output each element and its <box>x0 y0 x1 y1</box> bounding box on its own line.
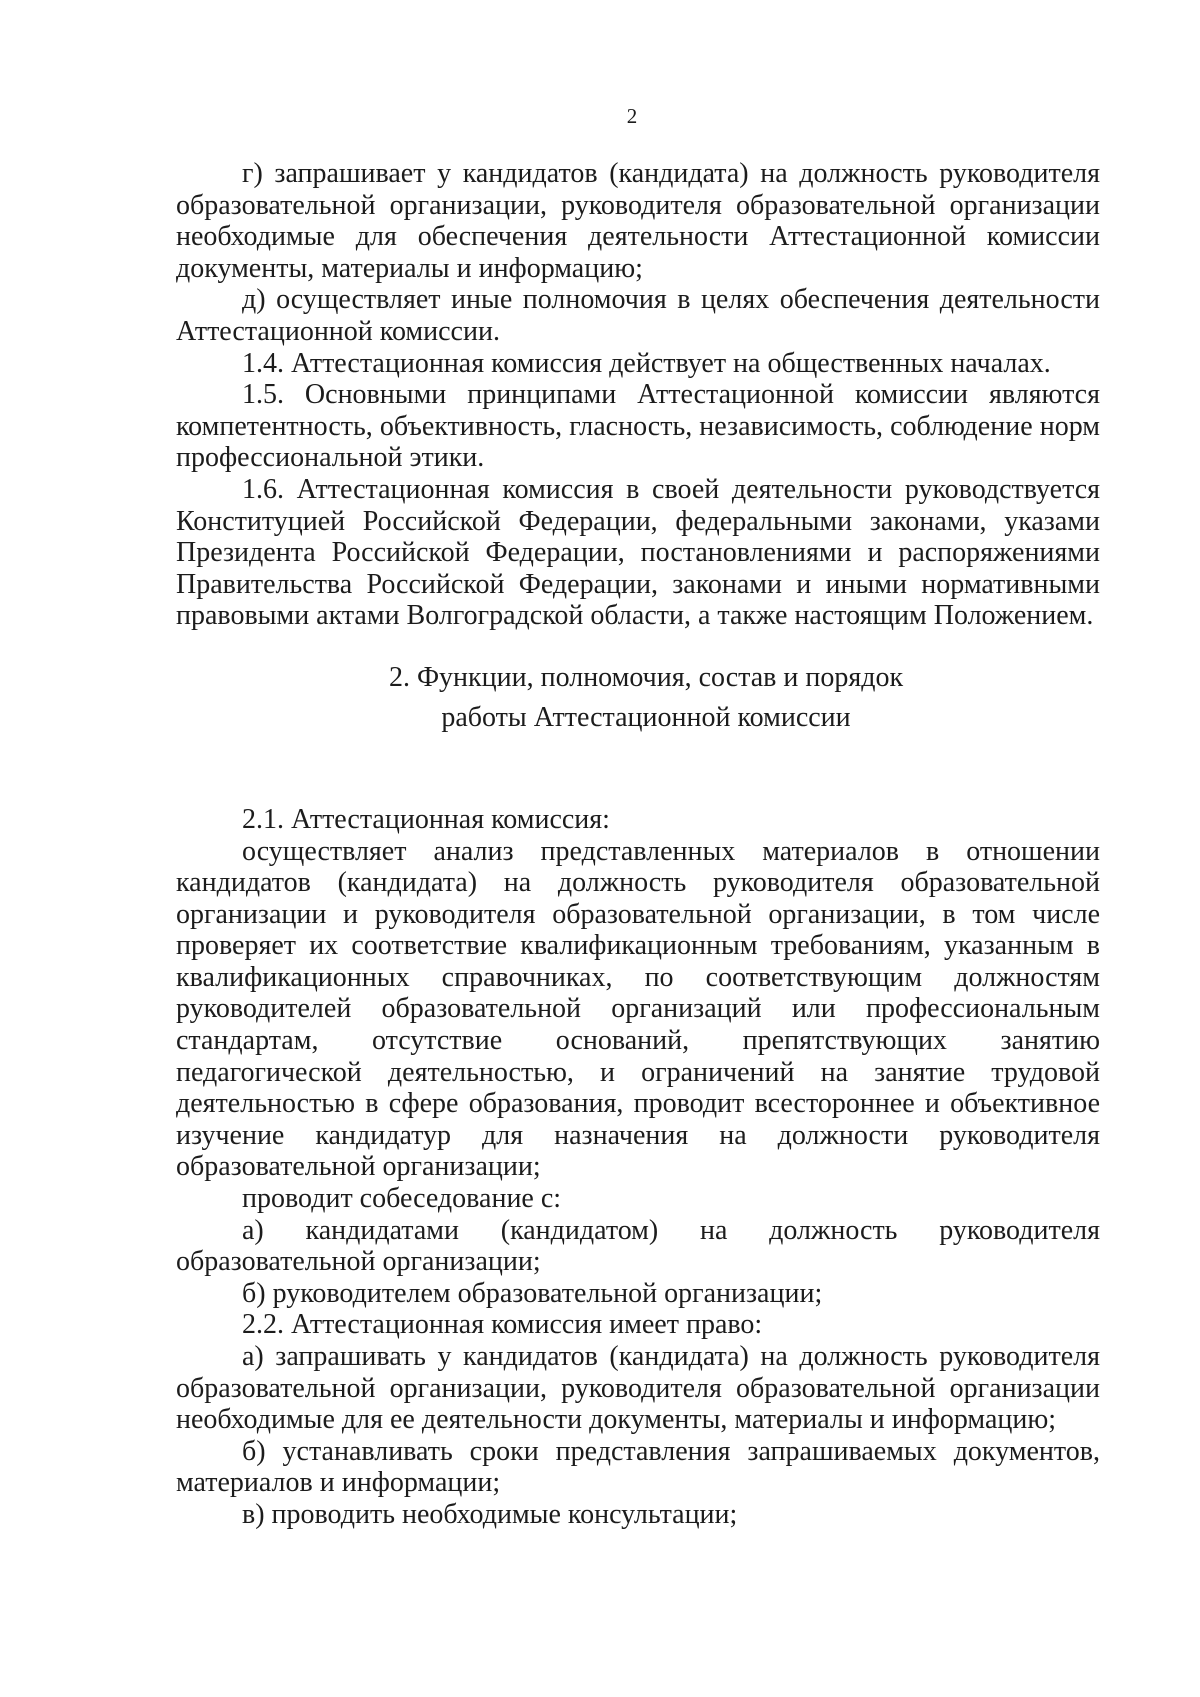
paragraph: 2.2. Аттестационная комиссия имеет право: <box>242 1309 763 1341</box>
paragraph: 1.6. Аттестационная комиссия в своей деятельности руководствуется Конституцией Российской Федерации, федеральными законами, указами Президента Российской Федерации, постановлениями и распоряжениями Правительства Российской Федерации, законами и иными нормативными правовыми актами Волгоградской области, а также настоящим Положением. <box>176 473 1100 632</box>
section-heading-line-2: работы Аттестационной комиссии <box>441 701 851 733</box>
paragraph: 1.5. Основными принципами Аттестационной комиссии являются компетентность, объективность, гласность, независимость, соблюдение норм профессиональной этики. <box>176 379 1100 474</box>
section-heading <box>176 658 1100 738</box>
paragraph: б) устанавливать сроки представления запрашиваемых документов, материалов и информации; <box>176 1435 1100 1499</box>
paragraph: 1.4. Аттестационная комиссия действует на общественных началах. <box>242 347 1051 379</box>
paragraph: б) руководителем образовательной организации; <box>242 1277 823 1309</box>
paragraph: а) запрашивать у кандидатов (кандидата) на должность руководителя образовательной организации, руководителя образовательной организации необходимые для ее деятельности документы, материалы и информацию; <box>176 1341 1100 1436</box>
paragraph: в) проводить необходимые консультации; <box>242 1498 738 1530</box>
paragraph: а) кандидатами (кандидатом) на должность руководителя образовательной организации; <box>176 1214 1100 1278</box>
paragraph: проводит собеседование с: <box>242 1183 562 1215</box>
paragraph: г) запрашивает у кандидатов (кандидата) на должность руководителя образовательной организации, руководителя образовательной организации необходимые для обеспечения деятельности Аттестационной комиссии документы, материалы и информацию; <box>176 158 1100 284</box>
paragraph: 2.1. Аттестационная комиссия: <box>242 803 610 835</box>
page-number: 2 <box>626 104 638 128</box>
paragraph: осуществляет анализ представленных материалов в отношении кандидатов (кандидата) на должность руководителя образовательной организации и руководителя образовательной организации, в том числе проверяет их соответствие квалификационным требованиям, указанным в квалификационных справочниках, по соответствующим должностям руководителей образовательной организаций или профессиональным стандартам, отсутствие оснований, препятствующих занятию педагогической деятельностью, и ограничений на занятие трудовой деятельностью в сфере образования, проводит всестороннее и объективное изучение кандидатур для назначения на должности руководителя образовательной организации; <box>176 835 1100 1183</box>
paragraph: д) осуществляет иные полномочия в целях обеспечения деятельности Аттестационной комиссии. <box>176 284 1100 347</box>
document-body <box>176 158 1100 1531</box>
section-heading-line-1: 2. Функции, полномочия, состав и порядок <box>388 661 904 693</box>
